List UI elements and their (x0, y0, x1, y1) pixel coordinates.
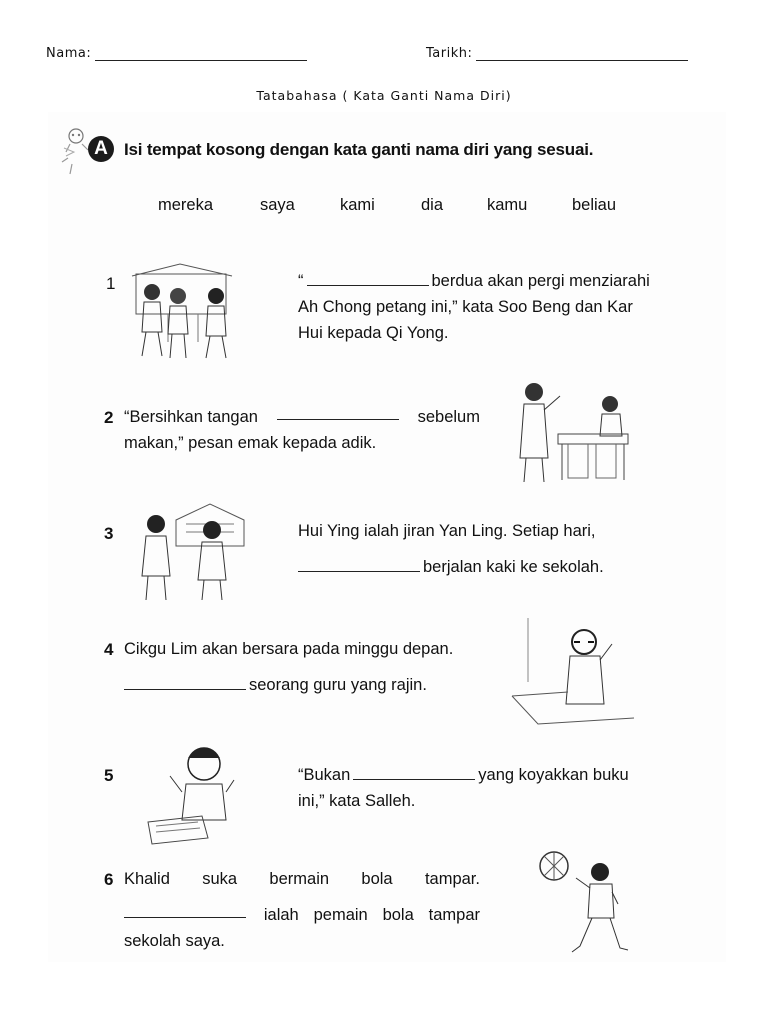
boy-with-torn-book-illustration (142, 736, 244, 848)
question-1-line-2: Ah Chong petang ini,” kata Soo Beng dan Kar (298, 298, 633, 316)
question-2-number: 2 (104, 408, 114, 427)
instruction-text: Isi tempat kosong dengan kata ganti nama diri yang sesuai. (124, 140, 594, 159)
children-walking-illustration (128, 262, 238, 362)
question-3-after-blank: berjalan kaki ke sekolah. (423, 558, 604, 576)
question-6-word: bola (361, 870, 393, 888)
question-4-answer-blank[interactable] (124, 674, 246, 690)
two-girls-illustration (126, 500, 248, 604)
question-5-line-2: ini,” kata Salleh. (298, 792, 416, 810)
question-1-after-blank: berdua akan pergi menziarahi (431, 272, 650, 290)
question-6-word: ialah (263, 906, 299, 924)
question-6-word: bermain (269, 870, 330, 888)
question-6-word: bola (382, 906, 414, 924)
question-6-line-3: sekolah saya. (124, 932, 225, 950)
question-6-number: 6 (104, 870, 114, 889)
question-6-word: suka (202, 870, 238, 888)
question-3-text (298, 518, 658, 580)
question-3-answer-blank[interactable] (298, 556, 420, 572)
question-6-word: pemain (313, 906, 368, 924)
question-1-text (298, 268, 658, 346)
volleyball-player-illustration (536, 848, 636, 960)
question-2-answer-blank[interactable] (277, 404, 399, 420)
word-bank-item: dia (421, 196, 444, 214)
word-bank-item: kami (340, 196, 375, 214)
question-6-word: Khalid (124, 870, 170, 888)
question-4-line-1: Cikgu Lim akan bersara pada minggu depan. (124, 640, 454, 658)
question-2-text (124, 404, 480, 456)
word-bank-item: beliau (572, 196, 617, 214)
question-5-answer-blank[interactable] (353, 764, 475, 780)
name-blank-line[interactable] (95, 48, 307, 61)
question-2-before-blank: “Bersihkan tangan (124, 408, 258, 426)
question-4-after-blank: seorang guru yang rajin. (249, 676, 427, 694)
name-field[interactable] (46, 46, 307, 61)
question-6-word: tampar. (424, 870, 480, 888)
question-3-line-1: Hui Ying ialah jiran Yan Ling. Setiap hari, (298, 522, 596, 540)
question-6-text (124, 866, 480, 954)
word-bank-item: mereka (158, 196, 214, 214)
question-4-text (124, 636, 484, 698)
question-5-text (298, 762, 658, 814)
word-bank-item: kamu (487, 196, 528, 214)
question-2-line-2: makan,” pesan emak kepada adik. (124, 434, 377, 452)
open-quote: “ (298, 272, 304, 290)
question-2-after-blank: sebelum (417, 408, 480, 426)
question-1-line-3: Hui kepada Qi Yong. (298, 324, 449, 342)
date-label: Tarikh: (426, 46, 473, 61)
date-field[interactable] (426, 46, 688, 61)
name-label: Nama: (46, 46, 92, 61)
word-bank-item: saya (260, 196, 295, 214)
question-3-number: 3 (104, 524, 114, 543)
section-a-badge: A (88, 136, 114, 162)
question-4-number: 4 (104, 640, 114, 659)
question-1-number: 1 (106, 274, 116, 293)
question-5-number: 5 (104, 766, 114, 785)
date-blank-line[interactable] (476, 48, 688, 61)
question-1-answer-blank[interactable] (307, 270, 429, 286)
teacher-illustration (508, 612, 638, 728)
question-6-answer-blank[interactable] (124, 902, 246, 918)
question-5-after-blank: yang koyakkan buku (478, 766, 629, 784)
question-5-before-blank: “Bukan (298, 766, 351, 784)
question-6-word: tampar (428, 906, 480, 924)
worksheet-subtitle: Tatabahasa ( Kata Ganti Nama Diri) (256, 88, 512, 103)
mother-and-child-illustration (508, 378, 642, 484)
